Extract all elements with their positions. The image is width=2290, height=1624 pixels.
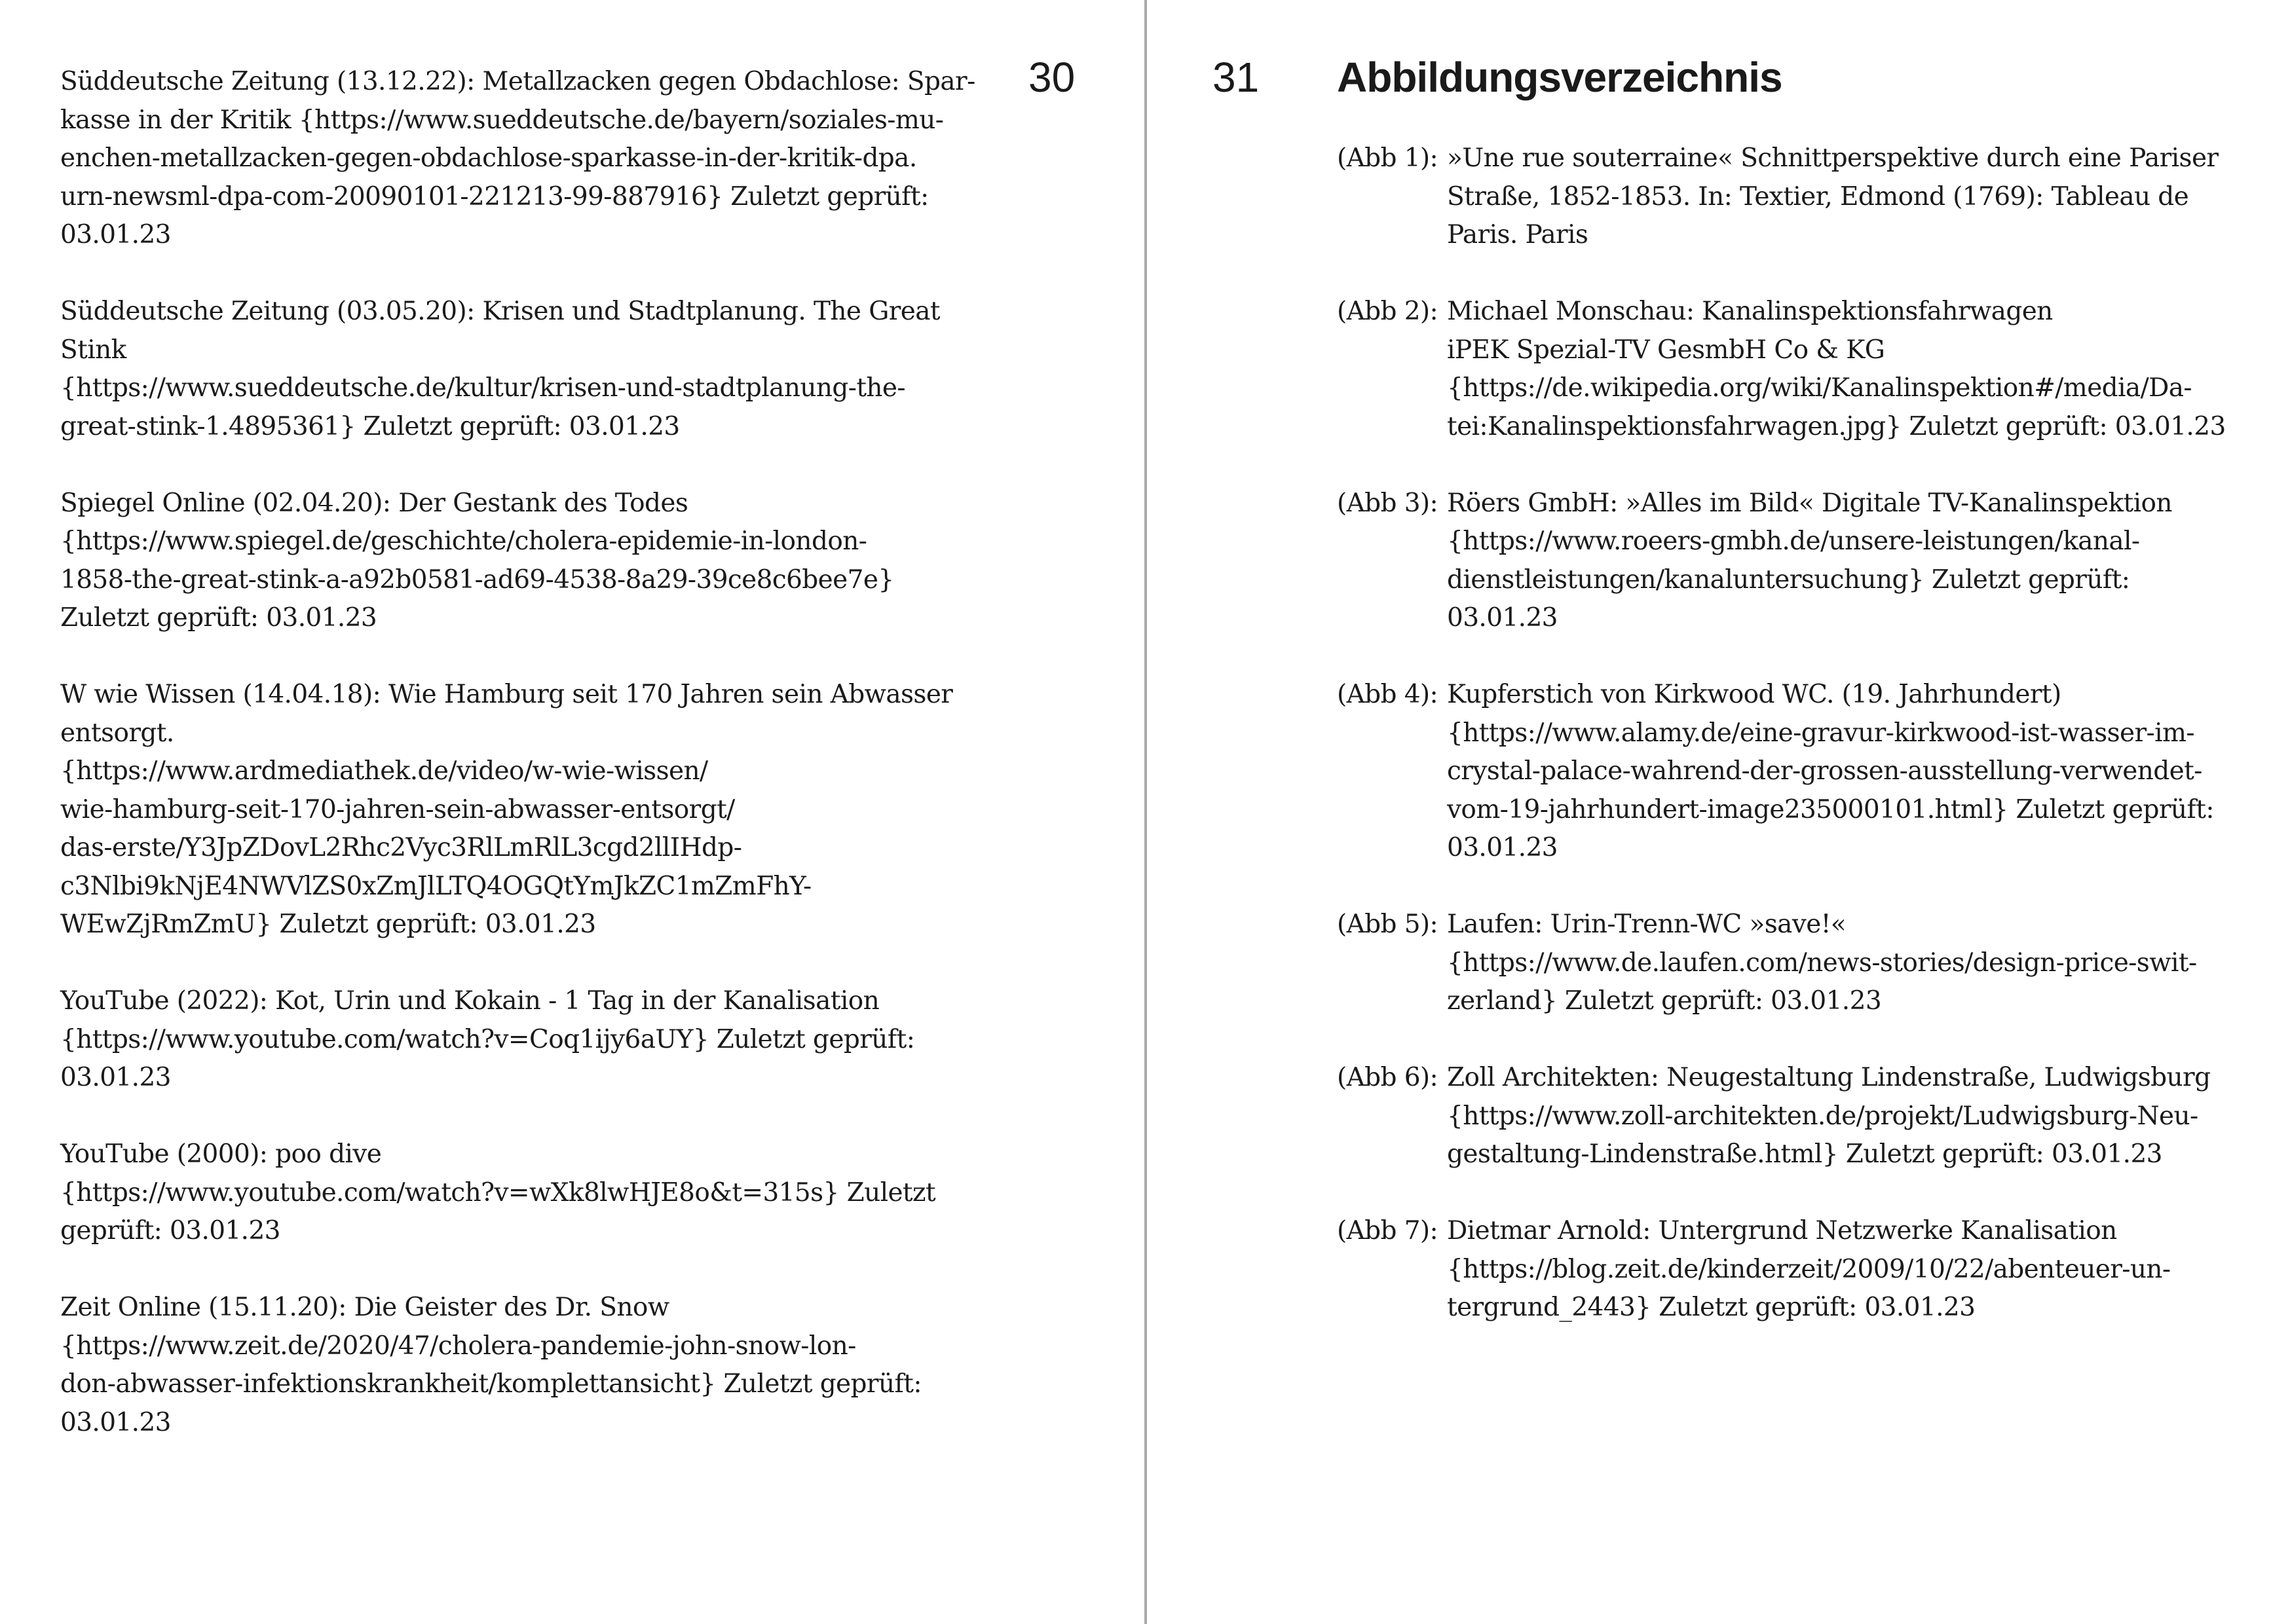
figure-line: Kupferstich von Kirkwood WC. (19. Jahrhundert): [1447, 680, 2061, 709]
reference-line: Zeit Online (15.11.20): Die Geister des Dr. Snow: [60, 1293, 669, 1322]
reference-line: 03.01.23: [60, 220, 171, 249]
figure-entry: [1337, 485, 2267, 638]
right-page: [1147, 0, 2290, 1624]
figure-line: {https://www.zoll-architekten.de/projekt/Ludwigsburg-Neu-: [1447, 1101, 2198, 1131]
figure-description: [1447, 293, 2267, 446]
figure-label: (Abb 2):: [1337, 297, 1438, 326]
reference-line: YouTube (2000): poo dive: [60, 1139, 382, 1169]
reference-line: {https://www.sueddeutsche.de/kultur/krisen-und-stadtplanung-the-: [60, 373, 905, 403]
figure-line: Straße, 1852-1853. In: Textier, Edmond (1769): Tableau de: [1447, 181, 2189, 212]
reference-line: wie-hamburg-seit-170-jahren-sein-abwasser-entsorgt/: [60, 794, 735, 824]
reference-line: 1858-the-great-stink-a-a92b0581-ad69-4538-8a29-39ce8c6bee7e}: [60, 564, 894, 595]
reference-line: {https://www.youtube.com/watch?v=Coq1ijy6aUY} Zuletzt geprüft:: [60, 1024, 915, 1054]
figure-line: zerland} Zuletzt geprüft: 03.01.23: [1447, 986, 1882, 1016]
figure-line: iPEK Spezial-TV GesmbH Co & KG: [1447, 335, 1885, 365]
figure-line: Michael Monschau: Kanalinspektionsfahrwagen: [1447, 297, 2053, 326]
reference-line: {https://www.zeit.de/2020/47/cholera-pandemie-john-snow-lon-: [60, 1331, 856, 1361]
reference-line: Stink: [60, 335, 126, 365]
reference-line: urn-newsml-dpa-com-20090101-221213-99-887916} Zuletzt geprüft:: [60, 181, 929, 212]
figure-line: vom-19-jahrhundert-image235000101.html} Zuletzt geprüft:: [1447, 794, 2214, 824]
figure-description: [1447, 485, 2267, 638]
figure-line: {https://de.wikipedia.org/wiki/Kanalinspektion#/media/Da-: [1447, 373, 2192, 403]
figure-line: {https://www.alamy.de/eine-gravur-kirkwood-ist-wasser-im-: [1447, 718, 2194, 748]
figure-line: {https://blog.zeit.de/kinderzeit/2009/10/22/abenteuer-un-: [1447, 1254, 2171, 1284]
page-number: 30: [1028, 54, 1076, 101]
figure-line: {https://www.de.laufen.com/news-stories/design-price-swit-: [1447, 948, 2197, 978]
figure-line: Laufen: Urin-Trenn-WC »save!«: [1447, 910, 1847, 939]
reference-line: YouTube (2022): Kot, Urin und Kokain - 1 Tag in der Kanalisation: [60, 986, 880, 1016]
figure-line: Röers GmbH: »Alles im Bild« Digitale TV-Kanalinspektion: [1447, 488, 2172, 518]
figure-description: [1447, 906, 2267, 1021]
reference-entry: [60, 1135, 951, 1251]
reference-line: WEwZjRmZmU} Zuletzt geprüft: 03.01.23: [60, 910, 596, 939]
figure-label: (Abb 6):: [1337, 1063, 1438, 1092]
figure-line: gestaltung-Lindenstraße.html} Zuletzt geprüft: 03.01.23: [1447, 1139, 2162, 1169]
reference-line: {https://www.youtube.com/watch?v=wXk8lwHJE8o&t=315s} Zuletzt: [60, 1177, 936, 1208]
reference-entry: [60, 1289, 951, 1442]
figure-label: (Abb 3):: [1337, 488, 1438, 518]
page-title: Abbildungsverzeichnis: [1337, 54, 1782, 101]
figure-label: (Abb 7):: [1337, 1216, 1438, 1246]
figure-description: [1447, 1059, 2267, 1174]
figure-line: Zoll Architekten: Neugestaltung Lindenstraße, Ludwigsburg: [1447, 1063, 2211, 1092]
reference-entry: [60, 982, 951, 1098]
figure-line: 03.01.23: [1447, 833, 1558, 862]
reference-line: c3Nlbi9kNjE4NWVlZS0xZmJlLTQ4OGQtYmJkZC1mZmFhY-: [60, 871, 812, 901]
reference-line: Süddeutsche Zeitung (03.05.20): Krisen und Stadtplanung. The Great: [60, 297, 940, 326]
figure-description: [1447, 676, 2267, 868]
figure-entry: [1337, 139, 2267, 255]
left-page: [0, 0, 1144, 1624]
figure-entry: [1337, 1059, 2267, 1174]
figure-label: (Abb 5):: [1337, 910, 1438, 939]
figure-description: [1447, 139, 2267, 255]
figure-entry: [1337, 676, 2267, 868]
reference-line: Zuletzt geprüft: 03.01.23: [60, 603, 377, 633]
reference-line: 03.01.23: [60, 1407, 171, 1437]
figure-line: 03.01.23: [1447, 603, 1558, 633]
reference-line: Süddeutsche Zeitung (13.12.22): Metallzacken gegen Obdachlose: Spar-: [60, 67, 975, 96]
reference-line: Spiegel Online (02.04.20): Der Gestank des Todes: [60, 488, 688, 518]
reference-line: {https://www.ardmediathek.de/video/w-wie-wissen/: [60, 756, 708, 786]
reference-line: 03.01.23: [60, 1063, 171, 1092]
figure-line: tei:Kanalinspektionsfahrwagen.jpg} Zuletzt geprüft: 03.01.23: [1447, 411, 2226, 441]
figure-entry: [1337, 1212, 2267, 1327]
figure-line: dienstleistungen/kanaluntersuchung} Zuletzt geprüft:: [1447, 564, 2130, 595]
reference-entry: [60, 676, 951, 944]
reference-line: entsorgt.: [60, 718, 174, 748]
reference-line: kasse in der Kritik {https://www.sueddeutsche.de/bayern/soziales-mu-: [60, 105, 944, 135]
figure-line: Dietmar Arnold: Untergrund Netzwerke Kanalisation: [1447, 1216, 2117, 1246]
reference-line: geprüft: 03.01.23: [60, 1216, 280, 1246]
reference-line: {https://www.spiegel.de/geschichte/cholera-epidemie-in-london-: [60, 526, 867, 556]
figure-entry: [1337, 906, 2267, 1021]
reference-line: enchen-metallzacken-gegen-obdachlose-sparkasse-in-der-kritik-dpa.: [60, 143, 917, 173]
reference-entry: [60, 293, 951, 446]
reference-line: W wie Wissen (14.04.18): Wie Hamburg seit 170 Jahren sein Abwasser: [60, 680, 953, 709]
reference-line: don-abwasser-infektionskrankheit/komplettansicht} Zuletzt geprüft:: [60, 1369, 922, 1399]
figure-line: tergrund_2443} Zuletzt geprüft: 03.01.23: [1447, 1293, 1976, 1322]
figure-list: [1337, 139, 2267, 1365]
figure-entry: [1337, 293, 2267, 446]
reference-entry: [60, 485, 951, 638]
page-number: 31: [1212, 54, 1260, 101]
figure-description: [1447, 1212, 2267, 1327]
figure-line: Paris. Paris: [1447, 220, 1588, 249]
figure-line: »Une rue souterraine« Schnittperspektive durch eine Pariser: [1447, 143, 2219, 173]
reference-entry: [60, 63, 975, 255]
figure-label: (Abb 4):: [1337, 680, 1438, 709]
figure-label: (Abb 1):: [1337, 143, 1438, 173]
figure-line: {https://www.roeers-gmbh.de/unsere-leistungen/kanal-: [1447, 526, 2140, 556]
reference-line: das-erste/Y3JpZDovL2Rhc2Vyc3RlLmRlL3cgd2llIHdp-: [60, 833, 742, 862]
figure-line: crystal-palace-wahrend-der-grossen-ausstellung-verwendet-: [1447, 756, 2202, 786]
reference-line: great-stink-1.4895361} Zuletzt geprüft: 03.01.23: [60, 411, 680, 441]
reference-list: [60, 63, 975, 1481]
